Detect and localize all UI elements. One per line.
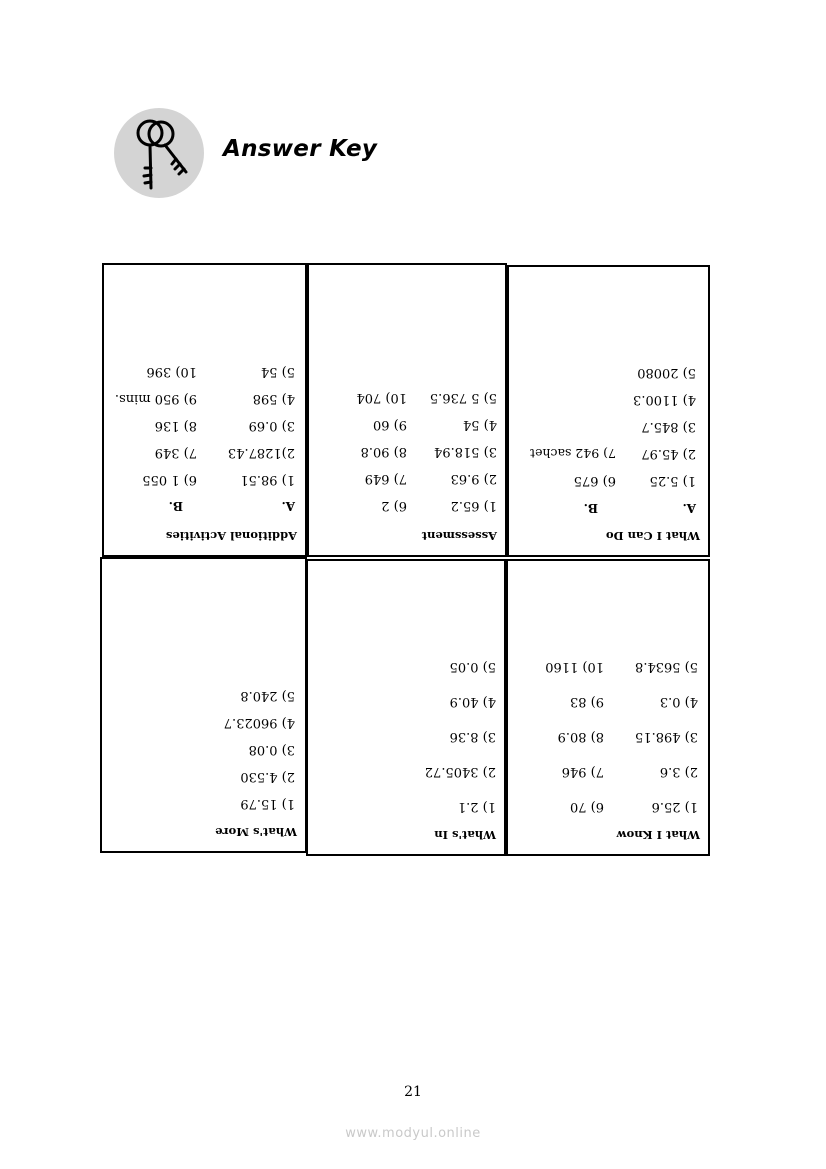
answer-item: 5) 240.8 xyxy=(240,688,295,703)
answer-item: 2)1287.43 xyxy=(227,445,295,460)
whats-in-box xyxy=(306,559,506,856)
answer-item: 1) 98.51 xyxy=(240,472,295,487)
answer-item: 3) 0.69 xyxy=(248,418,295,433)
answer-item: 10) 396 xyxy=(146,364,197,379)
what-i-can-do-box xyxy=(507,265,710,557)
assessment-box xyxy=(307,263,507,557)
answer-item: 10) 1160 xyxy=(545,659,604,674)
whats-more-box xyxy=(100,557,307,853)
answer-item: 3) 518.94 xyxy=(434,444,497,459)
answer-item: 2) 9.63 xyxy=(450,471,497,486)
answer-item: 3) 8.36 xyxy=(449,729,496,744)
box-heading: What's In xyxy=(434,828,496,842)
answer-item: 9) 83 xyxy=(569,694,604,709)
answer-item: 3) 845.7 xyxy=(641,419,696,434)
answer-item: 5) 5634.8 xyxy=(635,659,698,674)
answer-item: 6) 70 xyxy=(569,799,604,814)
answer-item: 6) 675 xyxy=(573,473,616,488)
answer-item: 6) 1 055 xyxy=(142,472,197,487)
section-label-b: B. xyxy=(583,501,598,515)
answer-item: 4) 598 xyxy=(252,391,295,406)
box-heading: What's More xyxy=(215,825,297,839)
answer-item: 8) 90.8 xyxy=(360,444,407,459)
box-heading: What I Can Do xyxy=(605,529,700,543)
answer-item: 1) 2.1 xyxy=(457,799,496,814)
watermark: www.modyul.online xyxy=(345,1126,481,1141)
section-label-b: B. xyxy=(168,499,183,513)
answer-item: 4) 0.3 xyxy=(659,694,698,709)
answer-item: 2) 3405.72 xyxy=(424,764,496,779)
answer-item: 9) 60 xyxy=(372,417,407,432)
answer-item: 7) 649 xyxy=(364,471,407,486)
answer-item: 4) 54 xyxy=(462,417,497,432)
additional-activities-box xyxy=(102,263,307,557)
answer-key-logo xyxy=(114,108,204,198)
answer-item: 1) 5.25 xyxy=(649,473,696,488)
answer-item: 1) 15.79 xyxy=(240,796,295,811)
answer-item: 7) 942 sachet xyxy=(530,446,616,461)
answer-item: 3) 498.15 xyxy=(635,729,698,744)
answer-item: 8) 80.9 xyxy=(557,729,604,744)
answer-item: 5) 0.05 xyxy=(449,659,496,674)
answer-item: 5) 20080 xyxy=(637,365,696,380)
answer-item: 2) 3.6 xyxy=(659,764,698,779)
answer-item: 7) 349 xyxy=(154,445,197,460)
box-heading: Assessment xyxy=(421,529,497,543)
answer-item: 1) 65.2 xyxy=(450,498,497,513)
answer-item: 7) 946 xyxy=(561,764,604,779)
answer-item: 4) 1100.3 xyxy=(633,392,696,407)
section-label-a: A. xyxy=(682,501,696,515)
answer-item: 4) 96023.7 xyxy=(223,715,295,730)
what-i-know-box xyxy=(506,559,710,856)
box-heading: What I Know xyxy=(616,828,700,842)
answer-item: 6) 2 xyxy=(381,498,407,513)
answer-item: 5) 54 xyxy=(260,364,295,379)
answer-item: 3) 0.08 xyxy=(248,742,295,757)
answer-item: 10) 704 xyxy=(356,390,407,405)
answer-item: 5) 5 736.5 xyxy=(429,390,497,405)
answer-item: 8) 136 xyxy=(154,418,197,433)
box-heading: Additional Activities xyxy=(165,529,297,543)
page-title: Answer Key xyxy=(223,136,378,162)
page-number: 21 xyxy=(404,1084,422,1100)
answer-item: 2) 4.530 xyxy=(240,769,295,784)
answer-item: 9) 950 mins. xyxy=(114,391,197,406)
section-label-a: A. xyxy=(281,499,295,513)
keys-icon xyxy=(114,108,204,198)
answer-item: 1) 25.6 xyxy=(651,799,698,814)
answer-item: 4) 40.9 xyxy=(449,694,496,709)
answer-item: 2) 45.97 xyxy=(641,446,696,461)
